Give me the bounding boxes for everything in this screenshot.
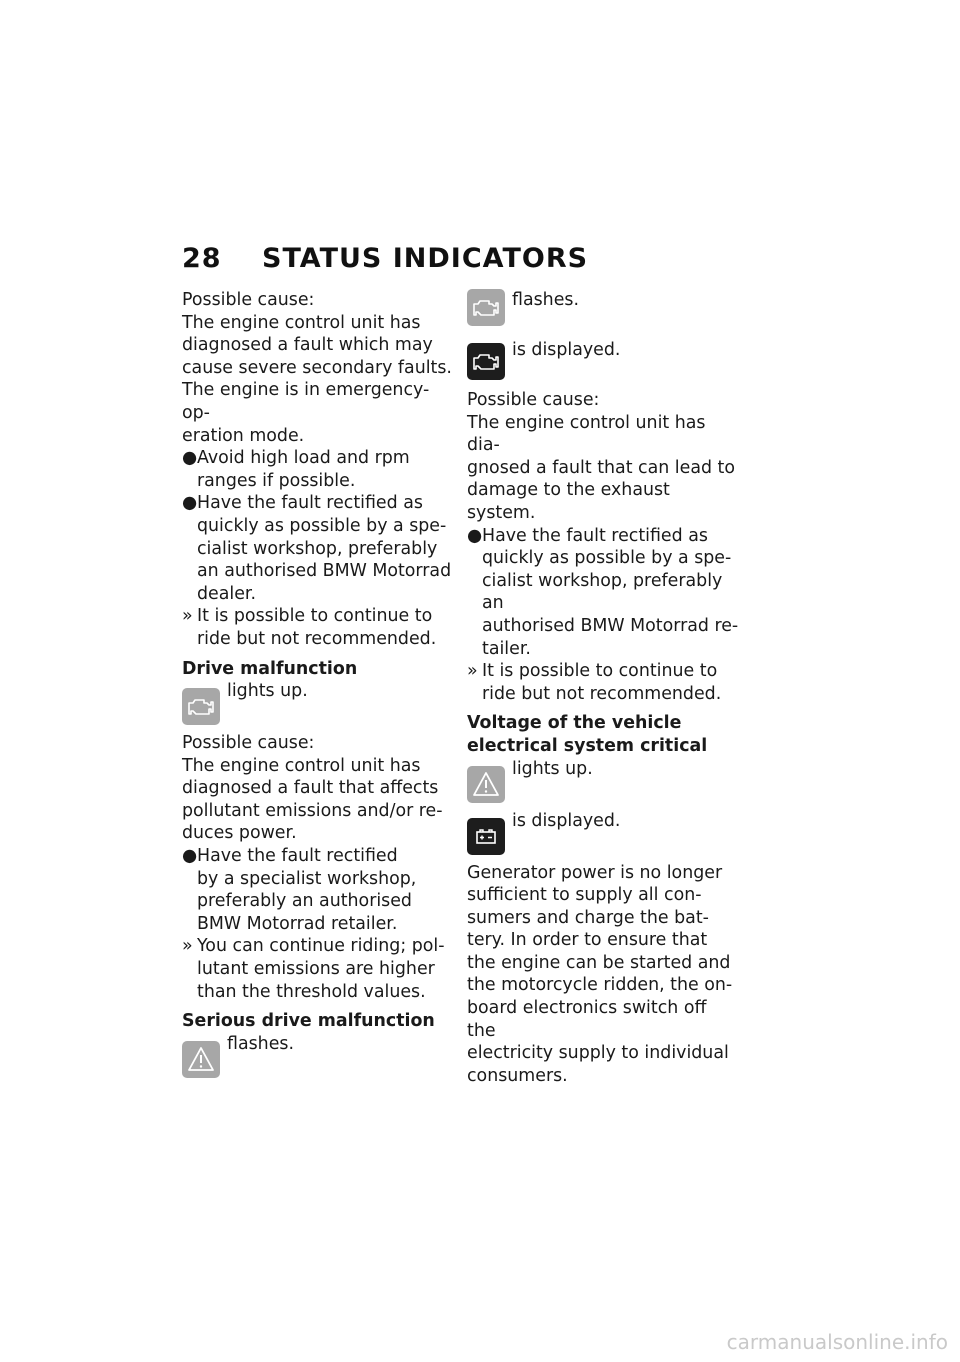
bullet-line: tailer. — [482, 638, 531, 659]
bullet-line: Avoid high load and rpm — [197, 448, 410, 469]
generator-line: sumers and charge the bat- — [467, 907, 709, 928]
cause-line: eration mode. — [182, 425, 305, 446]
drive-indicator-row — [182, 680, 454, 732]
bullet-line: ranges if possible. — [197, 470, 356, 491]
bullet-item — [467, 525, 739, 661]
generator-line: the engine can be started and — [467, 952, 731, 973]
bullet-item — [182, 845, 454, 935]
result-line: You can continue riding; pol- — [197, 936, 445, 957]
bullet-line: quickly as possible by a spe- — [482, 548, 732, 569]
cause-line: The engine is in emergency-op- — [182, 380, 430, 423]
drive-cause-line: pollutant emissions and/or re- — [182, 800, 443, 821]
generator-line: board electronics switch off the — [467, 998, 707, 1041]
bullet-marker: ● — [182, 846, 198, 867]
generator-line: consumers. — [467, 1065, 568, 1086]
bullet-line: cialist workshop, preferably — [197, 538, 438, 559]
result-line: It is possible to continue to — [197, 606, 433, 627]
engine-warning-icon — [182, 688, 220, 725]
bullet-line: Have the fault rectified as — [482, 525, 708, 546]
voltage-heading: Voltage of the vehicle — [467, 713, 682, 734]
generator-line: Generator power is no longer — [467, 862, 723, 883]
watermark: carmanualsonline.info — [726, 1330, 948, 1354]
result-line: than the threshold values. — [197, 981, 426, 1002]
drive-malfunction-heading: Drive malfunction — [182, 658, 358, 679]
serious-indicator-row — [182, 1033, 454, 1085]
engine-warning-icon — [467, 289, 505, 326]
left-column — [182, 289, 454, 1085]
generator-line: tery. In order to ensure that — [467, 930, 708, 951]
cause-label: Possible cause: — [467, 390, 600, 410]
voltage-indicator-row — [467, 758, 739, 810]
result-item — [182, 605, 454, 650]
generator-line: electricity supply to individual — [467, 1043, 729, 1064]
cause-line: diagnosed a fault which may — [182, 335, 433, 356]
bullet-line: Have the fault rectified — [197, 846, 398, 867]
bullet-line: by a specialist workshop, — [197, 868, 417, 889]
battery-icon — [467, 818, 505, 855]
result-item — [467, 660, 739, 705]
bullet-marker: ● — [182, 448, 198, 469]
warning-triangle-icon — [467, 766, 505, 803]
bullet-line: an authorised BMW Motorrad — [197, 561, 452, 582]
generator-line: the motorcycle ridden, the on- — [467, 975, 733, 996]
result-line: ride but not recommended. — [482, 683, 722, 704]
section-title: STATUS INDICATORS — [262, 243, 589, 274]
cause-line: gnosed a fault that can lead to — [467, 457, 736, 478]
engine-flash-text: flashes. — [512, 290, 579, 310]
cause-line: The engine control unit has dia- — [467, 412, 706, 456]
voltage-heading: electrical system critical — [467, 735, 708, 756]
bullet-line: preferably an authorised — [197, 891, 412, 912]
result-line: It is possible to continue to — [482, 661, 718, 682]
drive-cause-label: Possible cause: — [182, 733, 315, 754]
page-number: 28 — [182, 243, 222, 274]
warning-triangle-icon — [182, 1041, 220, 1078]
bullet-line: BMW Motorrad retailer. — [197, 913, 398, 934]
serious-malfunction-heading: Serious drive malfunction — [182, 1011, 435, 1032]
voltage-indicator-text: lights up. — [512, 758, 593, 779]
engine-display-text: is displayed. — [512, 340, 621, 360]
cause-label: Possible cause: — [182, 290, 315, 310]
bullet-line: Have the fault rectified as — [197, 493, 423, 514]
cause-line: cause severe secondary faults. — [182, 357, 452, 378]
bullet-marker: ● — [182, 493, 198, 514]
bullet-item — [182, 492, 454, 605]
serious-indicator-text: flashes. — [227, 1033, 294, 1054]
result-line: lutant emissions are higher — [197, 959, 435, 980]
drive-indicator-text: lights up. — [227, 681, 308, 702]
engine-flash-row — [467, 281, 739, 335]
bullet-line: authorised BMW Motorrad re- — [482, 615, 739, 636]
result-marker: » — [467, 661, 478, 682]
voltage-display-text: is displayed. — [512, 810, 621, 831]
bullet-line: dealer. — [197, 583, 257, 604]
bullet-marker: ● — [467, 525, 483, 546]
result-item — [182, 935, 454, 1003]
right-column — [467, 289, 739, 1087]
result-marker: » — [182, 606, 193, 627]
bullet-item — [182, 447, 454, 492]
bullet-line: cialist workshop, preferably an — [482, 570, 723, 614]
cause-line: The engine control unit has — [182, 312, 421, 333]
bullet-line: quickly as possible by a spe- — [197, 515, 447, 536]
drive-cause-line: duces power. — [182, 823, 297, 844]
engine-warning-icon — [467, 343, 505, 380]
drive-cause-line: The engine control unit has — [182, 755, 421, 776]
result-line: ride but not recommended. — [197, 628, 437, 649]
page-header — [182, 243, 588, 274]
result-marker: » — [182, 936, 193, 957]
cause-line: damage to the exhaust system. — [467, 480, 670, 523]
generator-line: sufficient to supply all con- — [467, 885, 702, 906]
voltage-display-row — [467, 810, 739, 862]
engine-display-row — [467, 335, 739, 389]
drive-cause-line: diagnosed a fault that affects — [182, 778, 439, 799]
